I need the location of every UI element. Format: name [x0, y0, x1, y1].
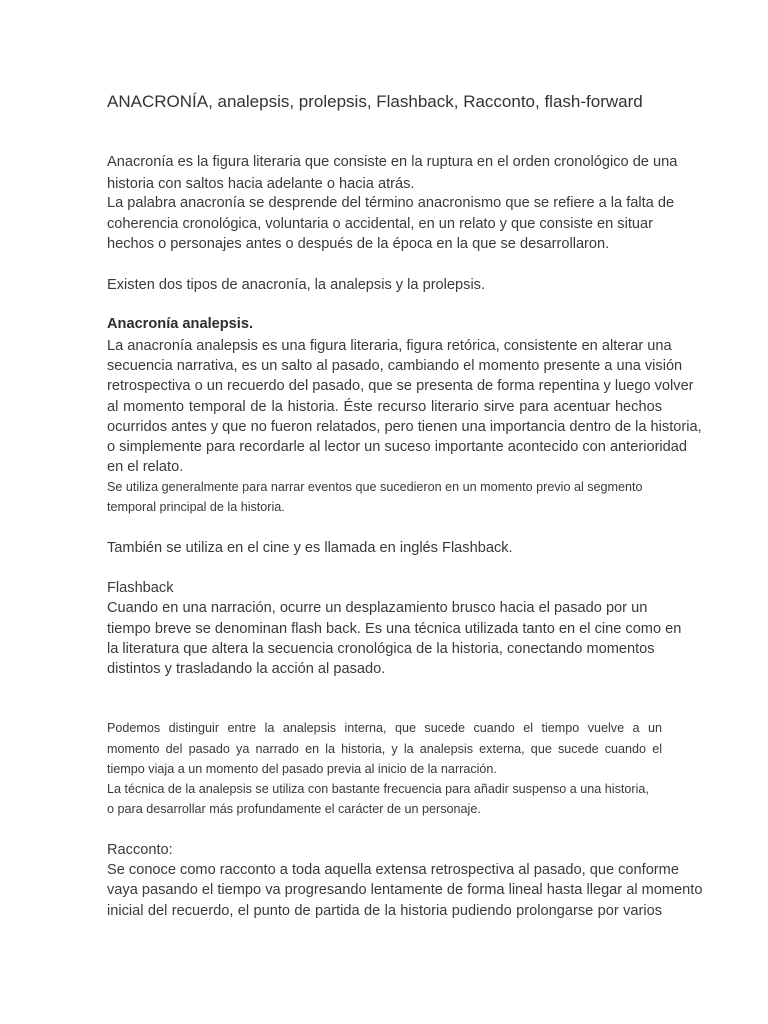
flashback-line: tiempo breve se denominan flash back. Es una técnica utilizada tanto en el cine como en: [107, 621, 682, 637]
analepsis-line: en el relato.: [107, 459, 184, 475]
distinguish-line: tiempo viaja a un momento del pasado previa al inicio de la narración.: [107, 762, 497, 776]
flashback-line: distintos y trasladando la acción al pasado.: [107, 661, 386, 677]
intro-line: Anacronía es la figura literaria que consiste en la ruptura en el orden cronológico de una: [107, 154, 678, 170]
racconto-line: inicial del recuerdo, el punto de partida de la historia pudiendo prolongarse por varios: [107, 903, 662, 919]
intro-line: La palabra anacronía se desprende del término anacronismo que se refiere a la falta de: [107, 195, 675, 211]
analepsis-line: o simplemente para recordarle al lector un suceso importante acontecido con anterioridad: [107, 439, 688, 455]
analepsis-line: ocurridos antes y que no fueron relatados, pero tienen una importancia dentro de la historia,: [107, 419, 702, 435]
flashback-heading: Flashback: [107, 580, 174, 596]
distinguish-line: momento del pasado ya narrado en la historia, y la analepsis externa, que sucede cuando el: [107, 742, 662, 756]
analepsis-small-line: Se utiliza generalmente para narrar eventos que sucedieron en un momento previo al segmento: [107, 480, 643, 494]
intro-line: historia con saltos hacia adelante o hacia atrás.: [107, 176, 415, 192]
racconto-line: Se conoce como racconto a toda aquella extensa retrospectiva al pasado, que conforme: [107, 862, 679, 878]
distinguish-line: La técnica de la analepsis se utiliza con bastante frecuencia para añadir suspenso a una historia,: [107, 782, 649, 796]
analepsis-line: retrospectiva o un recuerdo del pasado, que se presenta de forma repentina y luego volver: [107, 378, 694, 394]
analepsis-heading: Anacronía analepsis.: [107, 316, 253, 332]
distinguish-line: o para desarrollar más profundamente el carácter de un personaje.: [107, 802, 481, 816]
distinguish-line: Podemos distinguir entre la analepsis interna, que sucede cuando el tiempo vuelve a un: [107, 721, 662, 735]
analepsis-line: La anacronía analepsis es una figura literaria, figura retórica, consistente en alterar una: [107, 338, 672, 354]
racconto-line: vaya pasando el tiempo va progresando lentamente de forma lineal hasta llegar al momento: [107, 882, 703, 898]
types-line: Existen dos tipos de anacronía, la analepsis y la prolepsis.: [107, 277, 486, 293]
analepsis-small-line: temporal principal de la historia.: [107, 500, 285, 514]
racconto-heading: Racconto:: [107, 842, 173, 858]
intro-line: hechos o personajes antes o después de la época en la que se desarrollaron.: [107, 236, 610, 252]
analepsis-line: secuencia narrativa, es un salto al pasado, cambiando el momento presente a una visión: [107, 358, 683, 374]
cine-line: También se utiliza en el cine y es llamada en inglés Flashback.: [107, 540, 513, 556]
analepsis-line: al momento temporal de la historia. Éste recurso literario sirve para acentuar hechos: [107, 399, 662, 415]
intro-line: coherencia cronológica, voluntaria o accidental, en un relato y que consiste en situar: [107, 216, 653, 232]
flashback-line: la literatura que altera la secuencia cronológica de la historia, conectando momentos: [107, 641, 655, 657]
page-title: ANACRONÍA, analepsis, prolepsis, Flashback, Racconto, flash-forward: [107, 92, 643, 111]
flashback-line: Cuando en una narración, ocurre un desplazamiento brusco hacia el pasado por un: [107, 600, 648, 616]
